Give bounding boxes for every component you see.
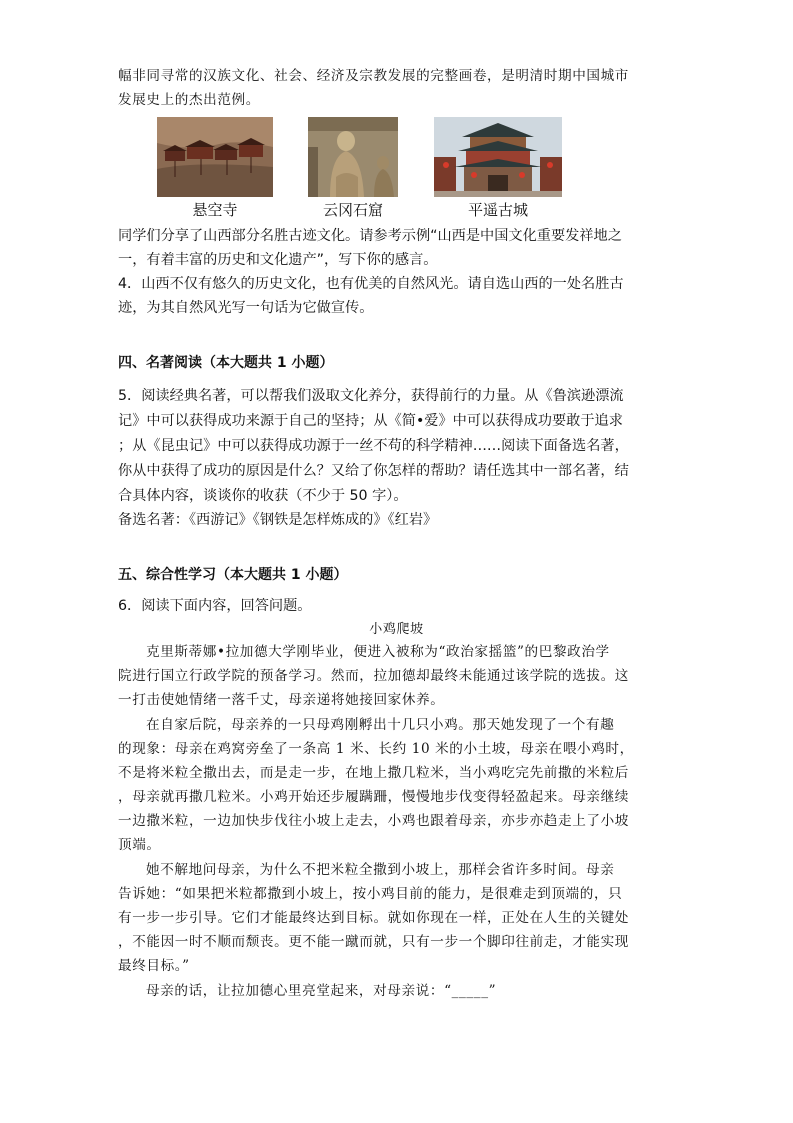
q5-candidate-books: 备选名著：《西游记》《钢铁是怎样炼成的》《红岩》 <box>118 512 438 528</box>
passage-p2-line-6: 顶端。 <box>118 837 161 853</box>
xuankong-temple-photo <box>157 117 273 197</box>
passage-p2-line-1: 在自家后院，母亲养的一只母鸡刚孵出十几只小鸡。那天她发现了一个有趣 <box>146 717 615 733</box>
section-five-heading: 五、综合性学习（本大题共 1 小题） <box>118 567 348 583</box>
passage-p3-line-5: 最终目标。” <box>118 958 190 974</box>
q4-line-1: 4．山西不仅有悠久的历史文化，也有优美的自然风光。请自选山西的一处名胜古 <box>118 276 624 292</box>
passage-p3-line-3: 有一步一步引导。它们才能最终达到目标。就如你现在一样，正处在人生的关键处 <box>118 910 629 926</box>
passage-p2-line-4: ，母亲就再撒几粒米。小鸡开始还步履蹒跚，慢慢地步伐变得轻盈起来。母亲继续 <box>118 789 629 805</box>
passage-p3-line-1: 她不解地问母亲，为什么不把米粒全撒到小坡上，那样会省许多时间。母亲 <box>146 862 615 878</box>
passage-p4-answer-blank: 母亲的话，让拉加德心里亮堂起来，对母亲说：“_____” <box>146 983 497 999</box>
xuankong-temple-caption: 悬空寺 <box>192 201 238 219</box>
q3-line-1: 同学们分享了山西部分名胜古迹文化。请参考示例“山西是中国文化重要发祥地之 <box>118 228 622 244</box>
yungang-grottoes-caption: 云冈石窟 <box>322 201 383 219</box>
section-four-heading: 四、名著阅读（本大题共 1 小题） <box>118 355 334 371</box>
intro-line-1: 幅非同寻常的汉族文化、社会、经济及宗教发展的完整画卷，是明清时期中国城市 <box>118 68 629 84</box>
passage-p1-line-1: 克里斯蒂娜•拉加德大学刚毕业，便进入被称为“政治家摇篮”的巴黎政治学 <box>146 644 610 660</box>
passage-p1-line-3: 一打击使她情绪一落千丈，母亲递将她接回家休养。 <box>118 692 445 708</box>
q5-line-4: 你从中获得了成功的原因是什么？又给了你怎样的帮助？请任选其中一部名著，结 <box>118 463 629 479</box>
q5-line-2: 记》中可以获得成功来源于自己的坚持；从《简•爱》中可以获得成功要敢于追求 <box>118 413 623 429</box>
q6-prompt: 6．阅读下面内容，回答问题。 <box>118 598 312 614</box>
pingyao-ancient-city-photo <box>434 117 562 197</box>
intro-line-2: 发展史上的杰出范例。 <box>118 92 260 108</box>
pingyao-ancient-city-caption: 平遥古城 <box>467 201 528 219</box>
passage-p2-line-2: 的现象：母亲在鸡窝旁垒了一条高 1 米、长约 10 米的小土坡，母亲在喂小鸡时， <box>118 741 634 757</box>
q4-line-2: 迹，为其自然风光写一句话为它做宣传。 <box>118 300 374 316</box>
q5-line-3: ；从《昆虫记》中可以获得成功源于一丝不苟的科学精神……阅读下面备选名著， <box>118 438 629 454</box>
passage-p2-line-3: 不是将米粒全撒出去，而是走一步，在地上撒几粒米，当小鸡吃完先前撒的米粒后 <box>118 765 629 781</box>
q3-line-2: 一，有着丰富的历史和文化遗产”，写下你的感言。 <box>118 252 438 268</box>
passage-title: 小鸡爬坡 <box>369 622 424 637</box>
yungang-grottoes-photo <box>308 117 398 197</box>
q5-line-1: 5．阅读经典名著，可以帮我们汲取文化养分，获得前行的力量。从《鲁滨逊漂流 <box>118 388 624 404</box>
passage-p2-line-5: 一边撒米粒，一边加快步伐往小坡上走去，小鸡也跟着母亲，亦步亦趋走上了小坡 <box>118 813 629 829</box>
passage-p1-line-2: 院进行国立行政学院的预备学习。然而，拉加德却最终未能通过该学院的选拔。这 <box>118 668 629 684</box>
q5-line-5: 合具体内容，谈谈你的收获（不少于 50 字）。 <box>118 488 408 504</box>
passage-p3-line-2: 告诉她：“如果把米粒都撒到小坡上，按小鸡目前的能力，是很难走到顶端的，只 <box>118 886 623 902</box>
passage-p3-line-4: ，不能因一时不顺而颓丧。更不能一蹴而就，只有一步一个脚印往前走，才能实现 <box>118 934 629 950</box>
